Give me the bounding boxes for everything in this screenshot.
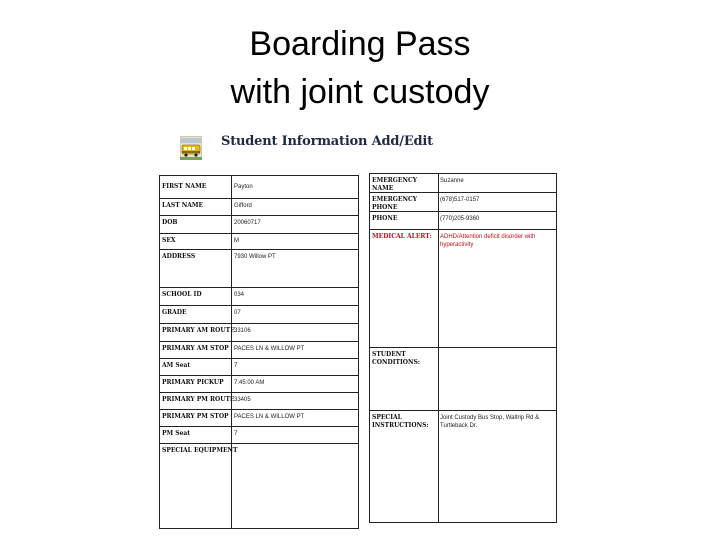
field-label: FIRST NAME [162,183,207,190]
row-special-equipment [160,444,358,528]
field-label: EMERGENCY NAME [372,177,418,192]
field-label: PRIMARY PICKUP [162,379,224,386]
row-primary-am-route [160,324,358,342]
field-label: PRIMARY PM STOP [162,413,229,420]
field-value: 33405 [234,397,251,403]
field-value: 20060717 [234,220,261,226]
field-label: PRIMARY AM STOP [162,345,229,352]
field-value: (770)205-9360 [440,216,480,222]
row-primary-am-stop [160,342,358,359]
row-medical-alert [370,230,556,348]
row-primary-pm-stop [160,410,358,427]
field-value: 7 [234,431,238,437]
row-student-conditions [370,348,556,411]
field-value: 7930 Willow PT [234,254,276,260]
slide-title-line2: with joint custody [230,73,490,111]
field-value: M [234,238,239,244]
row-address [160,250,358,288]
field-label: LAST NAME [162,202,204,209]
field-label: SCHOOL ID [162,291,202,298]
row-first-name [160,180,358,199]
row-last-name [160,199,358,216]
field-value: PACES LN & WILLOW PT [234,346,305,352]
field-value: Gifford [234,203,252,209]
field-label: SPECIAL EQUIPMENT [162,447,238,454]
row-primary-pickup [160,376,358,393]
field-value: (678)517-0157 [440,197,480,203]
row-school-id [160,288,358,306]
field-value: 7:45:00 AM [234,380,265,386]
field-label: EMERGENCY PHONE [372,196,418,211]
field-label: PRIMARY PM ROUTE [162,396,235,403]
field-label: AM Seat [162,362,191,369]
row-pm-seat [160,427,358,444]
medical-alert-label: MEDICAL ALERT: [372,233,432,240]
row-primary-pm-route [160,393,358,410]
field-value: 034 [234,292,245,298]
field-value: Payton [234,184,253,190]
field-value: 07 [234,310,241,316]
row-dob [160,216,358,234]
row-am-seat [160,359,358,376]
medical-alert-value: ADHD/Attention deficit disorder with hyperactivity [440,234,536,248]
field-value: Joint Custody Bus Stop, Waltrip Rd & Turtleback Dr. [440,415,540,429]
field-label: GRADE [162,309,187,316]
field-value: PACES LN & WILLOW PT [234,414,305,420]
field-label: SPECIAL INSTRUCTIONS: [372,414,429,429]
row-emergency-name [370,174,556,193]
field-label: STUDENT CONDITIONS: [372,351,421,366]
row-grade [160,306,358,324]
field-label: PRIMARY AM ROUTE [162,327,235,334]
field-label: ADDRESS [162,253,196,260]
row-phone [370,212,556,230]
field-label: DOB [162,219,178,226]
emergency-info-table [369,173,557,523]
field-value: 7 [234,363,238,369]
form-title: Student Information Add/Edit [221,134,433,149]
row-special-instructions [370,411,556,522]
field-value: Suzanne [440,178,464,184]
row-emergency-phone [370,193,556,212]
row-sex [160,234,358,250]
student-info-table [159,175,359,529]
field-label: PM Seat [162,430,191,437]
field-label: SEX [162,237,176,244]
slide-title-line1: Boarding Pass [249,25,471,63]
school-bus-icon [180,136,202,160]
field-label: PHONE [372,215,398,222]
field-value: 33106 [234,328,251,334]
